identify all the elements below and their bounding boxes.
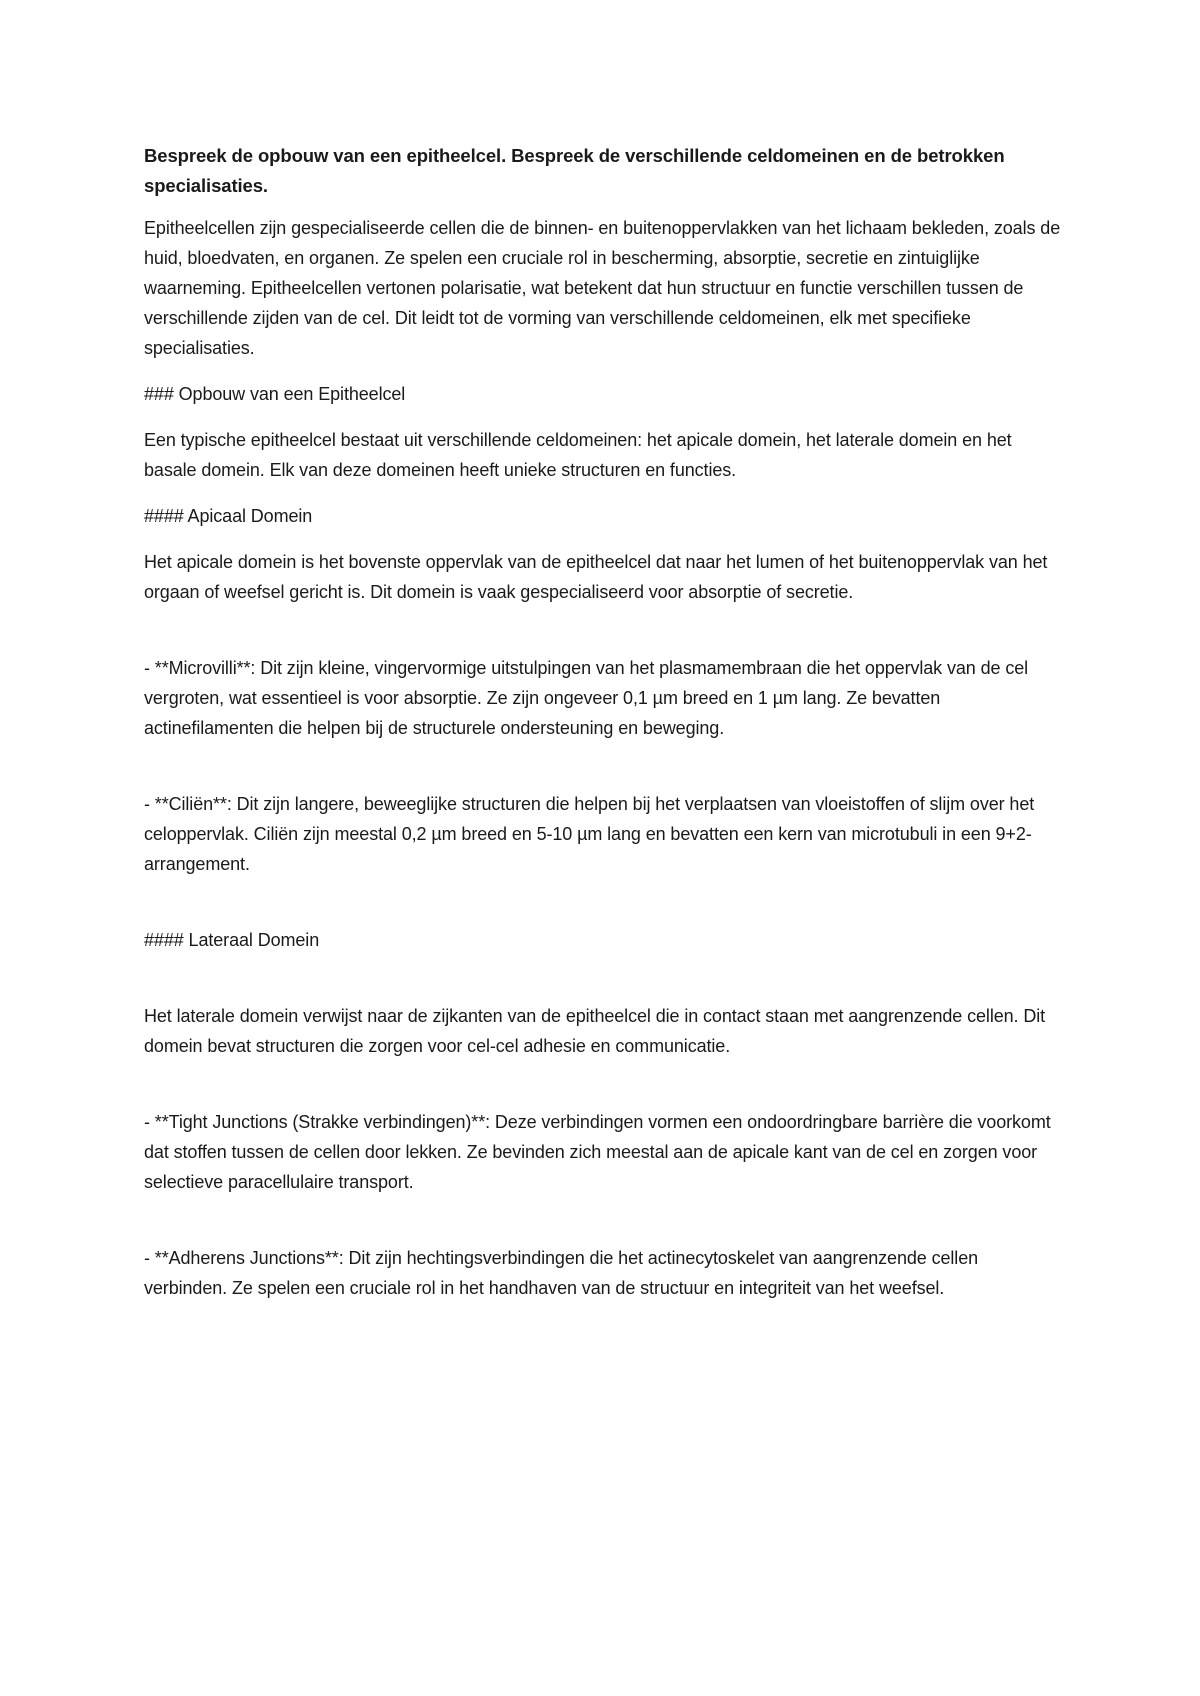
document-title: Bespreek de opbouw van een epitheelcel. Bespreek de verschillende celdomeinen en de betrokken specialisaties. xyxy=(144,145,1005,196)
spacer xyxy=(144,485,1064,501)
spacer xyxy=(144,879,1064,925)
spacer xyxy=(144,955,1064,1001)
opbouw-paragraph: Een typische epitheelcel bestaat uit verschillende celdomeinen: het apicale domein, het laterale domein en het basale domein. Elk van deze domeinen heeft unieke structuren en functies. xyxy=(144,430,1012,480)
list-item-cilien: - **Ciliën**: Dit zijn langere, beweeglijke structuren die helpen bij het verplaatsen van vloeistoffen of slijm over het celoppervlak. Ciliën zijn meestal 0,2 µm breed en 5-10 µm lang en bevatten een kern van microtubuli in een 9+2-arrangement. xyxy=(144,794,1035,874)
spacer xyxy=(144,409,1064,425)
heading-opbouw: ### Opbouw van een Epitheelcel xyxy=(144,384,406,404)
apicaal-paragraph: Het apicale domein is het bovenste oppervlak van de epitheelcel dat naar het lumen of het buitenoppervlak van het orgaan of weefsel gericht is. Dit domein is vaak gespecialiseerd voor absorptie of secretie. xyxy=(144,552,1048,602)
list-item-microvilli: - **Microvilli**: Dit zijn kleine, vingervormige uitstulpingen van het plasmamembraan die het oppervlak van de cel vergroten, wat essentieel is voor absorptie. Ze zijn ongeveer 0,1 µm breed en 1 µm lang. Ze bevatten actinefilamenten die helpen bij de structurele ondersteuning en beweging. xyxy=(144,658,1029,738)
list-item-tight-junctions: - **Tight Junctions (Strakke verbindingen)**: Deze verbindingen vormen een ondoordringbare barrière die voorkomt dat stoffen tussen de cellen door lekken. Ze bevinden zich meestal aan de apicale kant van de cel en zorgen voor selectieve paracellulaire transport. xyxy=(144,1112,1051,1192)
spacer xyxy=(144,531,1064,547)
spacer xyxy=(144,1061,1064,1107)
spacer xyxy=(144,363,1064,379)
spacer xyxy=(144,607,1064,653)
heading-apicaal: #### Apicaal Domein xyxy=(144,506,313,526)
intro-paragraph: Epitheelcellen zijn gespecialiseerde cellen die de binnen- en buitenoppervlakken van het lichaam bekleden, zoals de huid, bloedvaten, en organen. Ze spelen een cruciale rol in bescherming, absorptie, secretie en zintuiglijke waarneming. Epitheelcellen vertonen polarisatie, wat betekent dat hun structuur en functie verschillen tussen de verschillende zijden van de cel. Dit leidt tot de vorming van verschillende celdomeinen, elk met specifieke specialisaties. xyxy=(144,218,1061,358)
heading-lateraal: #### Lateraal Domein xyxy=(144,930,320,950)
list-item-adherens-junctions: - **Adherens Junctions**: Dit zijn hechtingsverbindingen die het actinecytoskelet van aangrenzende cellen verbinden. Ze spelen een cruciale rol in het handhaven van de structuur en integriteit van het weefsel. xyxy=(144,1248,979,1298)
lateraal-paragraph: Het laterale domein verwijst naar de zijkanten van de epitheelcel die in contact staan met aangrenzende cellen. Dit domein bevat structuren die zorgen voor cel-cel adhesie en communicatie. xyxy=(144,1006,1046,1056)
document-content xyxy=(144,141,1064,1303)
spacer xyxy=(144,743,1064,789)
spacer xyxy=(144,1197,1064,1243)
